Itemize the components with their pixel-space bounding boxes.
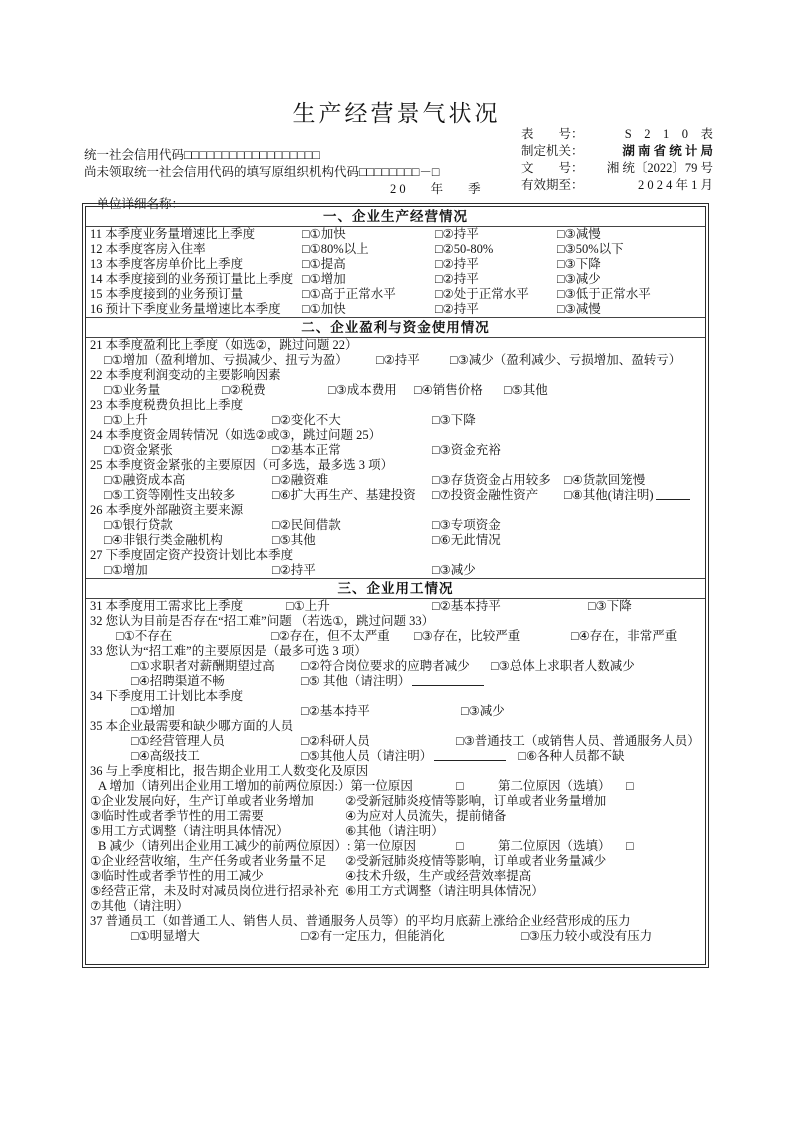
form-body (82, 203, 709, 968)
row-text: ④为应对人员流失，提前储备 (345, 809, 507, 823)
row-text: A 增加（请列出企业用工增加的前两位原因:）第一位原因 (98, 779, 413, 793)
form-row (86, 563, 705, 578)
checkbox-option[interactable]: □①增加（盈利增加、亏损减少、扭亏为盈） (104, 353, 348, 367)
form-row (86, 719, 705, 734)
checkbox-option[interactable]: □⑤ 其他（请注明） (301, 674, 411, 688)
form-row (86, 272, 705, 287)
row-text: 37 普通员工（如普通工人、销售人员、普通服务人员等）的平均月底薪上涨给企业经营形成的压力 (90, 914, 631, 928)
row-text: ③临时性或者季节性的用工需要 (90, 809, 264, 823)
form-row (86, 839, 705, 854)
checkbox-option[interactable]: □③存货资金占用较多 (432, 473, 551, 487)
form-row (86, 764, 705, 779)
form-row (86, 242, 705, 257)
form-row (86, 614, 705, 629)
checkbox-option[interactable]: □②持平 (272, 563, 316, 577)
checkbox-option[interactable]: □③下降 (432, 413, 476, 427)
unit-name-label: 单位详细名称： (96, 197, 185, 211)
meta-document-number (521, 160, 713, 177)
checkbox-option[interactable]: □③存在，比较严重 (414, 629, 521, 643)
row-text: 12 本季度客房入住率 (90, 242, 206, 256)
checkbox-option[interactable]: □①加快 (302, 302, 346, 316)
row-text: ⑤用工方式调整（请注明具体情况） (90, 824, 289, 838)
section-title: 三、企业用工情况 (86, 578, 705, 599)
row-text: 33 您认为“招工难”的主要原因是（最多可选 3 项） (90, 644, 367, 658)
checkbox-option[interactable]: □③减少 (461, 704, 505, 718)
form-row (86, 338, 705, 353)
checkbox-option[interactable]: □②持平 (376, 353, 420, 367)
form-row (86, 353, 705, 368)
checkbox-option[interactable]: □④存在，非常严重 (571, 629, 678, 643)
checkbox-option[interactable]: □①增加 (104, 563, 148, 577)
meta-form-number (521, 126, 713, 143)
checkbox-option[interactable]: □①增加 (302, 272, 346, 286)
form-row (86, 473, 705, 488)
meta-valid-until (521, 177, 713, 194)
form-row (86, 302, 705, 317)
form-section (86, 207, 705, 317)
form-row (86, 503, 705, 518)
meta-value: 2 0 2 4 年 1 月 (637, 178, 713, 192)
checkbox-option[interactable]: □①业务量 (104, 383, 161, 397)
credit-code-boxes[interactable]: 统一社会信用代码□□□□□□□□□□□□□□□□□□ (84, 148, 320, 162)
checkbox-option[interactable]: □①提高 (302, 257, 346, 271)
checkbox-option[interactable]: □②50-80% (435, 242, 494, 256)
checkbox-option[interactable]: □③减慢 (557, 227, 601, 241)
form-row (86, 398, 705, 413)
checkbox-option[interactable]: □①经营管理人员 (131, 734, 225, 748)
meta-value: 湖 南 省 统 计 局 (622, 144, 713, 158)
row-text: ④技术升级，生产或经营效率提高 (345, 869, 532, 883)
meta-issuing-agency (521, 143, 713, 160)
checkbox-option[interactable]: □②基本持平 (301, 704, 370, 718)
checkbox[interactable]: □ (456, 779, 464, 793)
checkbox-option[interactable]: □②持平 (435, 227, 479, 241)
checkbox-option[interactable]: □⑤其他人员（请注明） (301, 749, 433, 763)
checkbox-option[interactable]: □③低于正常水平 (557, 287, 651, 301)
checkbox-option[interactable]: □②变化不大 (272, 413, 341, 427)
checkbox-option[interactable]: □④货款回笼慢 (564, 473, 646, 487)
checkbox-option[interactable]: □①融资成本高 (104, 473, 186, 487)
checkbox-option[interactable]: □②科研人员 (301, 734, 370, 748)
row-text: 14 本季度接到的业务预订量比上季度 (90, 272, 294, 286)
checkbox-option[interactable]: □③下降 (588, 599, 632, 613)
form-row (86, 428, 705, 443)
form-row (86, 533, 705, 548)
checkbox-option[interactable]: □①80%以上 (302, 242, 369, 256)
row-text: ①企业发展向好，生产订单或者业务增加 (90, 794, 314, 808)
fill-in-blank[interactable] (412, 674, 484, 686)
checkbox-option[interactable]: □④高级技工 (131, 749, 200, 763)
row-text: 22 本季度利润变动的主要影响因素 (90, 368, 281, 382)
checkbox-option[interactable]: □③成本费用 (328, 383, 397, 397)
form-row (86, 458, 705, 473)
row-text: 34 下季度用工计划比本季度 (90, 689, 244, 703)
checkbox-option[interactable]: □⑤工资等刚性支出较多 (104, 488, 236, 502)
form-row (86, 518, 705, 533)
section-title: 二、企业盈利与资金使用情况 (86, 317, 705, 338)
checkbox-option[interactable]: □②融资难 (272, 473, 329, 487)
form-row (86, 674, 705, 689)
row-text: ⑦其他（请注明） (90, 899, 189, 913)
form-row (86, 824, 705, 839)
checkbox-option[interactable]: □④招聘渠道不畅 (131, 674, 225, 688)
form-row (86, 227, 705, 242)
checkbox-option[interactable]: □③减少 (557, 272, 601, 286)
checkbox-option[interactable]: □①明显增大 (131, 929, 200, 943)
form-meta-block (521, 126, 713, 194)
checkbox-option[interactable]: □⑤其他 (504, 383, 548, 397)
checkbox-option[interactable]: □④销售价格 (414, 383, 483, 397)
form-row (86, 899, 705, 914)
meta-label: 文 号： (521, 161, 584, 175)
checkbox-option[interactable]: □①求职者对薪酬期望过高 (131, 659, 275, 673)
row-text: 26 本季度外部融资主要来源 (90, 503, 244, 517)
row-text: 23 本季度税费负担比上季度 (90, 398, 244, 412)
form-row (86, 644, 705, 659)
checkbox-option[interactable]: □②持平 (435, 257, 479, 271)
form-row (86, 794, 705, 809)
row-text: 32 您认为目前是否存在“招工难”问题 （若选①，跳过问题 33） (90, 614, 435, 628)
checkbox-option[interactable]: □②处于正常水平 (435, 287, 529, 301)
checkbox-option[interactable]: □③下降 (557, 257, 601, 271)
row-text: 16 预计下季度业务量增速比本季度 (90, 302, 281, 316)
checkbox-option[interactable]: □①资金紧张 (104, 443, 173, 457)
row-text: B 减少（请列出企业用工减少的前两位原因）: 第一位原因 (98, 839, 417, 853)
form-row (86, 704, 705, 719)
row-text: 21 本季度盈利比上季度（如选②，跳过问题 22） (90, 338, 358, 352)
form-row (86, 413, 705, 428)
row-text: 11 本季度业务量增速比上季度 (90, 227, 256, 241)
checkbox-option[interactable]: □①高于正常水平 (302, 287, 396, 301)
row-text: ②受新冠肺炎疫情等影响，订单或者业务量减少 (345, 854, 607, 868)
form-section (86, 317, 705, 578)
form-row (86, 659, 705, 674)
checkbox-option[interactable]: □①上升 (286, 599, 330, 613)
checkbox[interactable]: □ (626, 839, 634, 853)
meta-label: 表 号： (521, 127, 584, 141)
checkbox-option[interactable]: □⑥扩大再生产、基建投资 (272, 488, 416, 502)
meta-value: 湘 统〔2022〕79 号 (606, 161, 713, 175)
form-row (86, 749, 705, 764)
checkbox-option[interactable]: □③减少 (432, 563, 476, 577)
checkbox-option[interactable]: □①不存在 (116, 629, 173, 643)
row-text: ⑤经营正常，未及时对减员岗位进行招录补充 (90, 884, 339, 898)
checkbox-option[interactable]: □①银行贷款 (104, 518, 173, 532)
form-row (86, 869, 705, 884)
checkbox[interactable]: □ (626, 779, 634, 793)
form-row (86, 914, 705, 929)
checkbox-option[interactable]: □⑦投资金融性资产 (432, 488, 539, 502)
checkbox-option[interactable]: □⑥无此情况 (432, 533, 501, 547)
form-row (86, 488, 705, 503)
checkbox-option[interactable]: □③减少（盈利减少、亏损增加、盈转亏） (450, 353, 682, 367)
row-text: 15 本季度接到的业务预订量 (90, 287, 244, 301)
checkbox-option[interactable]: □③普通技工（或销售人员、普通服务人员） (456, 734, 700, 748)
form-row (86, 854, 705, 869)
row-text: 36 与上季度相比，报告期企业用工人数变化及原因 (90, 764, 369, 778)
checkbox-option[interactable]: □①上升 (104, 413, 148, 427)
row-text: 25 本季度资金紧张的主要原因（可多选，最多选 3 项） (90, 458, 394, 472)
form-row (86, 629, 705, 644)
form-section (86, 578, 705, 944)
form-row (86, 368, 705, 383)
row-text: 24 本季度资金周转情况（如选②或③，跳过问题 25） (90, 428, 382, 442)
checkbox-option[interactable]: □③总体上求职者人数减少 (491, 659, 635, 673)
checkbox-option[interactable]: □⑧其他(请注明) (564, 488, 654, 502)
row-text: 35 本企业最需要和缺少哪方面的人员 (90, 719, 294, 733)
meta-label: 有效期至： (521, 178, 584, 192)
form-row (86, 929, 705, 944)
row-text: ⑥用工方式调整（请注明具体情况） (345, 884, 544, 898)
checkbox-option[interactable]: □③减慢 (557, 302, 601, 316)
fill-in-blank[interactable] (434, 749, 506, 761)
form-row (86, 443, 705, 458)
checkbox-option[interactable]: □⑥各种人员都不缺 (518, 749, 625, 763)
checkbox-option[interactable]: □⑤其他 (272, 533, 316, 547)
form-row (86, 884, 705, 899)
row-text: ②受新冠肺炎疫情等影响，订单或者业务量增加 (345, 794, 607, 808)
checkbox-option[interactable]: □②符合岗位要求的应聘者减少 (301, 659, 470, 673)
checkbox-option[interactable]: □①增加 (131, 704, 175, 718)
meta-value: S 2 1 0 表 (624, 127, 713, 141)
checkbox-option[interactable]: □②基本正常 (272, 443, 341, 457)
row-text: 13 本季度客房单价比上季度 (90, 257, 244, 271)
form-row (86, 599, 705, 614)
checkbox-option[interactable]: □④非银行类金融机构 (104, 533, 223, 547)
checkbox-option[interactable]: □②持平 (435, 272, 479, 286)
section-title: 一、企业生产经营情况 (86, 207, 705, 227)
form-row (86, 383, 705, 398)
row-text: 第二位原因（选填） (498, 779, 611, 793)
checkbox-option[interactable]: □②税费 (222, 383, 266, 397)
checkbox-option[interactable]: □③资金充裕 (432, 443, 501, 457)
checkbox-option[interactable]: □②有一定压力，但能消化 (301, 929, 445, 943)
meta-label: 制定机关： (521, 144, 584, 158)
row-text: 第二位原因（选填） (498, 839, 611, 853)
form-row (86, 548, 705, 563)
row-text: ⑥其他（请注明） (345, 824, 444, 838)
org-code-boxes[interactable]: 尚未领取统一社会信用代码的填写原组织机构代码□□□□□□□□－□ (84, 165, 440, 179)
form-row (86, 809, 705, 824)
fill-in-blank[interactable] (656, 488, 690, 500)
checkbox-option[interactable]: □③压力较小或没有压力 (521, 929, 653, 943)
row-text: 31 本季度用工需求比上季度 (90, 599, 244, 613)
checkbox[interactable]: □ (456, 839, 464, 853)
checkbox-option[interactable]: □②存在，但不太严重 (271, 629, 390, 643)
row-text: 27 下季度固定资产投资计划比本季度 (90, 548, 294, 562)
row-text: ①企业经营收缩，生产任务或者业务量不足 (90, 854, 327, 868)
checkbox-option[interactable]: □①加快 (302, 227, 346, 241)
form-title: 生产经营景气状况 (292, 101, 501, 126)
form-row (86, 734, 705, 749)
row-text: ③临时性或者季节性的用工减少 (90, 869, 264, 883)
checkbox-option[interactable]: □②持平 (435, 302, 479, 316)
checkbox-option[interactable]: □②基本持平 (432, 599, 501, 613)
checkbox-option[interactable]: □②民间借款 (272, 518, 341, 532)
form-row (86, 287, 705, 302)
form-row (86, 257, 705, 272)
checkbox-option[interactable]: □③专项资金 (432, 518, 501, 532)
form-row (86, 779, 705, 794)
checkbox-option[interactable]: □③50%以下 (557, 242, 624, 256)
form-row (86, 689, 705, 704)
report-period-fill[interactable]: 2 0 年 季 (390, 182, 481, 196)
